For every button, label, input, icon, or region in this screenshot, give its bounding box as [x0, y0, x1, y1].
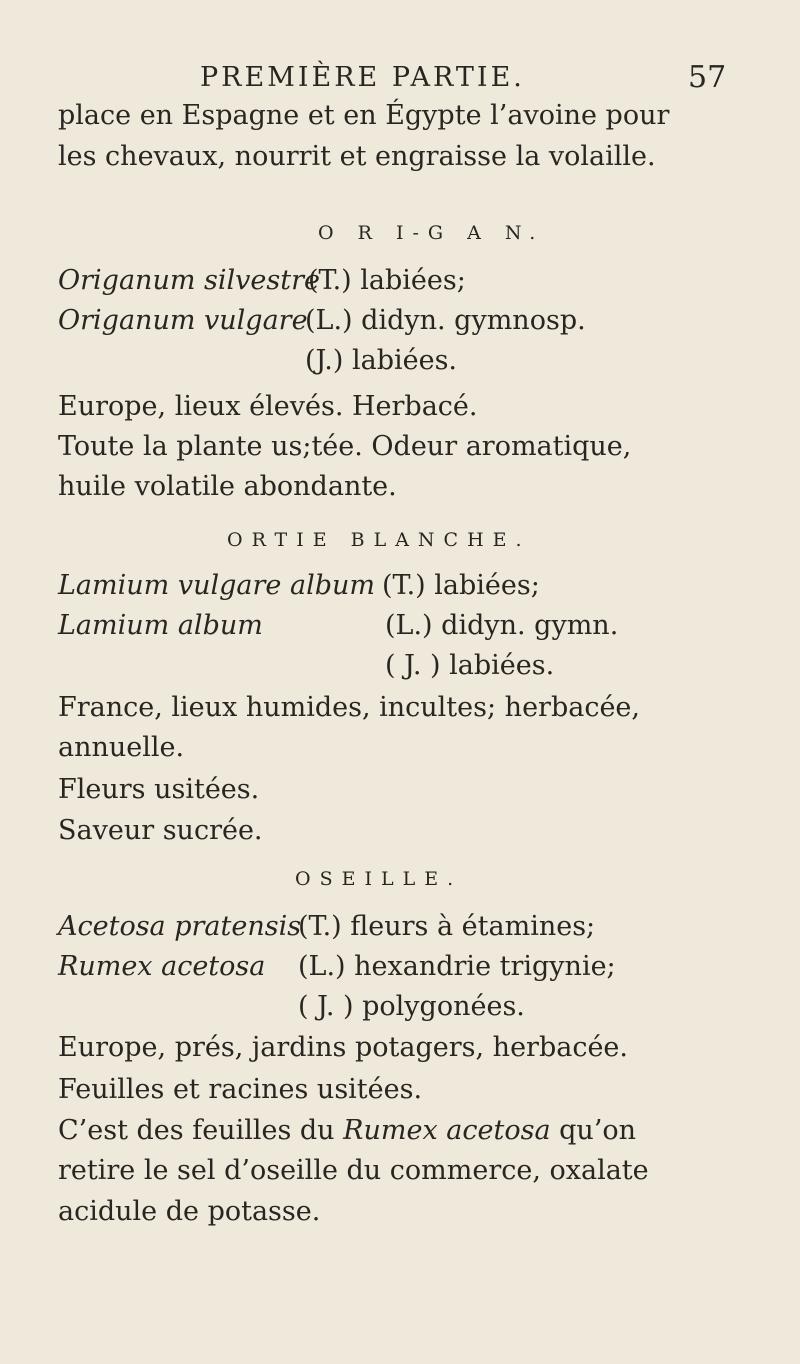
entry-text-line: Fleurs usitées.: [58, 774, 260, 805]
entry-text-line: annuelle.: [58, 732, 185, 763]
entry-text-line: France, lieux humides, incultes; herbacée,: [58, 692, 640, 723]
text-segment: qu’on: [559, 1115, 637, 1146]
intro-line-1: place en Espagne et en Égypte l’avoine pour: [58, 100, 670, 131]
running-title: PREMIÈRE PARTIE.: [200, 62, 525, 93]
entry-text-line: Europe, prés, jardins potagers, herbacée.: [58, 1032, 628, 1063]
synonym-name: Rumex acetosa: [58, 951, 266, 982]
synonym-source: (T.) fleurs à étamines;: [298, 911, 596, 942]
section-title-ortie-blanche: ORTIE BLANCHE.: [227, 529, 531, 551]
synonym-name: Acetosa pratensis: [58, 911, 302, 942]
synonym-name: Lamium vulgare album: [58, 570, 375, 601]
section-title-oseille: OSEILLE.: [295, 868, 463, 890]
page-number: 57: [688, 60, 727, 95]
entry-text-line: Feuilles et racines usitées.: [58, 1074, 423, 1105]
synonym-source: (T.) labiées;: [308, 265, 466, 296]
synonym-source: ( J. ) labiées.: [385, 650, 555, 681]
synonym-name: Origanum vulgare: [58, 305, 308, 336]
entry-text-line-with-italic: [58, 1115, 636, 1146]
synonym-source: (J.) labiées.: [305, 345, 458, 376]
entry-text-line: Toute la plante us;tée. Odeur aromatique,: [58, 431, 632, 462]
text-segment: C’est des feuilles du: [58, 1115, 335, 1146]
intro-line-2: les chevaux, nourrit et engraisse la volaille.: [58, 141, 656, 172]
synonym-name: Origanum silvestre: [58, 265, 320, 296]
entry-text-line: retire le sel d’oseille du commerce, oxalate: [58, 1155, 649, 1186]
synonym-source: (T.) labiées;: [382, 570, 540, 601]
synonym-source: (L.) didyn. gymn.: [385, 610, 619, 641]
entry-text-line: Europe, lieux élevés. Herbacé.: [58, 391, 478, 422]
synonym-source: (L.) didyn. gymnosp.: [305, 305, 586, 336]
entry-text-line: acidule de potasse.: [58, 1196, 321, 1227]
entry-text-line: huile volatile abondante.: [58, 471, 397, 502]
section-title-origan: O R I-G A N.: [318, 222, 545, 244]
entry-text-line: Saveur sucrée.: [58, 815, 263, 846]
synonym-name: Lamium album: [58, 610, 263, 641]
inline-species-name: Rumex acetosa: [343, 1115, 551, 1146]
synonym-source: (L.) hexandrie trigynie;: [298, 951, 616, 982]
synonym-source: ( J. ) polygonées.: [298, 991, 525, 1022]
